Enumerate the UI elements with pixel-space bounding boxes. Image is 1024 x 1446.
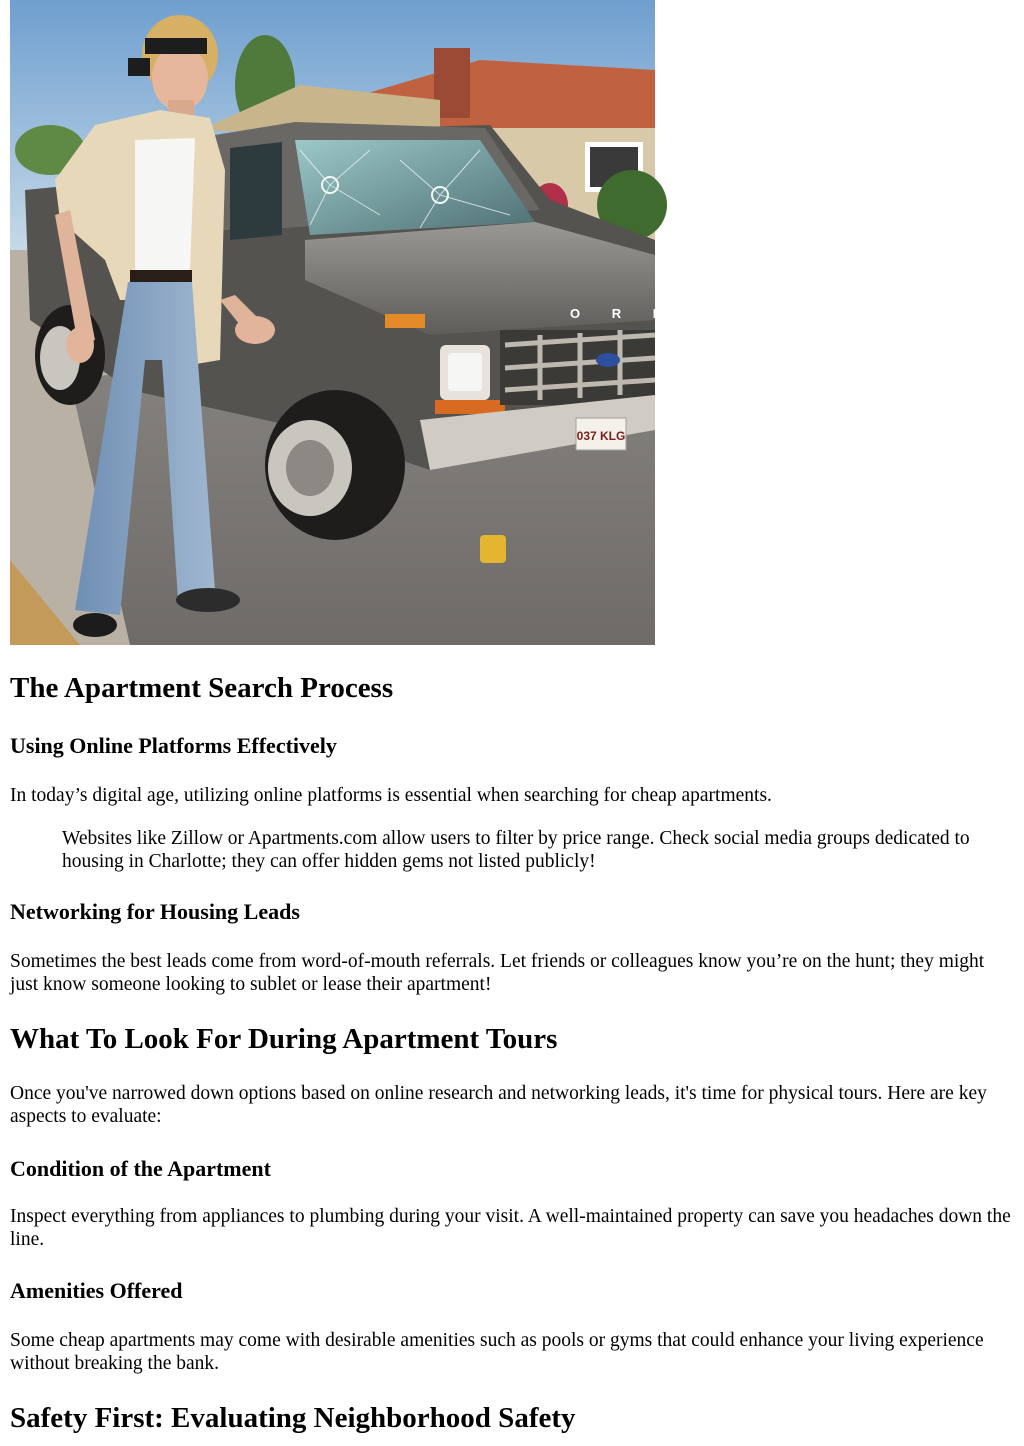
paragraph-networking: Sometimes the best leads come from word-of-mouth referrals. Let friends or colleagues know you’re on the hunt; they might just know someone looking to sublet or lease their apartment! [10, 951, 985, 995]
paragraph-online-platforms: In today’s digital age, utilizing online platforms is essential when searching for cheap apartments. [10, 785, 772, 806]
heading-networking: Networking for Housing Leads [10, 899, 300, 924]
blockquote-websites: Websites like Zillow or Apartments.com allow users to filter by price range. Check social media groups dedicated to housing in Charlotte; they can offer hidden gems not listed publicly! [62, 828, 970, 872]
heading-condition: Condition of the Apartment [10, 1156, 271, 1181]
paragraph-apartment-tours: Once you've narrowed down options based on online research and networking leads, it's time for physical tours. Here are key aspects to evaluate: [10, 1083, 987, 1127]
heading-online-platforms: Using Online Platforms Effectively [10, 733, 337, 758]
paragraph-amenities: Some cheap apartments may come with desirable amenities such as pools or gyms that could enhance your living experience without breaking the bank. [10, 1330, 984, 1374]
license-plate-text: 037 KLG [576, 429, 626, 443]
heading-amenities: Amenities Offered [10, 1278, 183, 1303]
hero-image [10, 0, 677, 645]
paragraph-condition: Inspect everything from appliances to plumbing during your visit. A well-maintained property can save you headaches down the line. [10, 1206, 1011, 1250]
heading-apartment-search: The Apartment Search Process [10, 672, 394, 704]
article [10, 0, 1014, 1434]
heading-safety: Safety First: Evaluating Neighborhood Safety [10, 1402, 576, 1434]
truck-grille-text: O R D [570, 306, 677, 321]
heading-apartment-tours: What To Look For During Apartment Tours [10, 1023, 558, 1055]
